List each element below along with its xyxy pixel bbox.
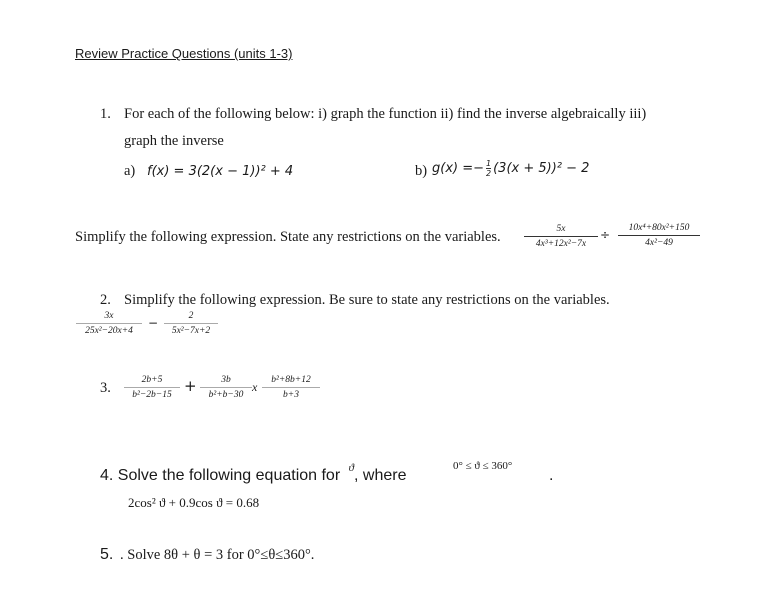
q4-period: . xyxy=(549,467,554,484)
simplify-instruction: Simplify the following expression. State any restrictions on the variables. xyxy=(75,229,501,245)
simplify-fraction-1 xyxy=(524,223,598,250)
q2-instruction: Simplify the following expression. Be sure to state any restrictions on the variables. xyxy=(124,292,610,308)
q1a-label: a) xyxy=(124,163,136,179)
simplify-f2-denominator: 4x²−49 xyxy=(645,238,673,248)
simplify-f1-denominator: 4x³+12x²−7x xyxy=(535,239,587,249)
q3-fraction-1 xyxy=(124,374,180,401)
page-title: Review Practice Questions (units 1-3) xyxy=(75,46,293,61)
q3-f1-numerator: 2b+5 xyxy=(141,375,163,385)
q1a-expression: f(x) = 3(2(x − 1))² + 4 xyxy=(147,164,294,179)
q2-f2-numerator: 2 xyxy=(188,311,194,321)
q3-fraction-2 xyxy=(200,374,252,401)
simplify-f2-numerator: 10x⁴+80x²+150 xyxy=(628,223,690,233)
q1b-post: (3(x + 5))² − 2 xyxy=(493,161,590,176)
q4-text: 4. Solve the following equation for xyxy=(100,467,341,484)
simplify-fraction-2 xyxy=(618,222,700,249)
q3-f2-numerator: 3b xyxy=(221,375,231,385)
q1-number: 1. xyxy=(100,106,111,122)
q3-f3-denominator: b+3 xyxy=(283,390,299,400)
q4-equation: 2cos² ϑ + 0.9cos ϑ = 0.68 xyxy=(128,495,260,510)
q1b-half-den: 2 xyxy=(486,169,492,178)
q2-minus-operator: − xyxy=(148,316,159,330)
q1b-half-fraction xyxy=(486,159,491,178)
q3-fraction-3 xyxy=(262,374,320,401)
q5-number: 5. xyxy=(100,546,114,563)
q3-times-operator: x xyxy=(252,380,258,394)
q2-fraction-1 xyxy=(76,310,142,337)
q1-instruction-line1: For each of the following below: i) graph the function ii) find the inverse algebraically iii) xyxy=(124,106,647,122)
q2-number: 2. xyxy=(100,292,111,308)
q3-plus-operator: + xyxy=(184,377,197,395)
q3-f2-denominator: b²+b−30 xyxy=(208,390,244,400)
q2-fraction-2 xyxy=(164,310,218,337)
q1b-half-num: 1 xyxy=(486,159,492,168)
q4-instruction xyxy=(100,462,407,485)
q3-number: 3. xyxy=(100,380,111,396)
q1b-pre: g(x) =− xyxy=(432,161,485,176)
q2-f1-numerator: 3x xyxy=(104,311,114,321)
q5-text: . Solve 8θ + θ = 3 for 0°≤θ≤360°. xyxy=(120,547,315,563)
q3-f3-numerator: b²+8b+12 xyxy=(271,375,311,385)
q3-f1-denominator: b²−2b−15 xyxy=(132,390,172,400)
q4-variable: ϑ xyxy=(348,462,355,474)
q2-f1-denominator: 25x²−20x+4 xyxy=(85,326,133,336)
q4-range: 0° ≤ ϑ ≤ 360° xyxy=(453,460,513,472)
q1-instruction-line2: graph the inverse xyxy=(124,133,224,149)
q1b-label: b) xyxy=(415,163,428,179)
simplify-divide-operator: ÷ xyxy=(600,228,611,242)
q4-where: , where xyxy=(354,467,407,484)
simplify-f1-numerator: 5x xyxy=(556,224,566,234)
q1b-expression xyxy=(432,159,589,178)
q2-f2-denominator: 5x²−7x+2 xyxy=(171,326,211,336)
